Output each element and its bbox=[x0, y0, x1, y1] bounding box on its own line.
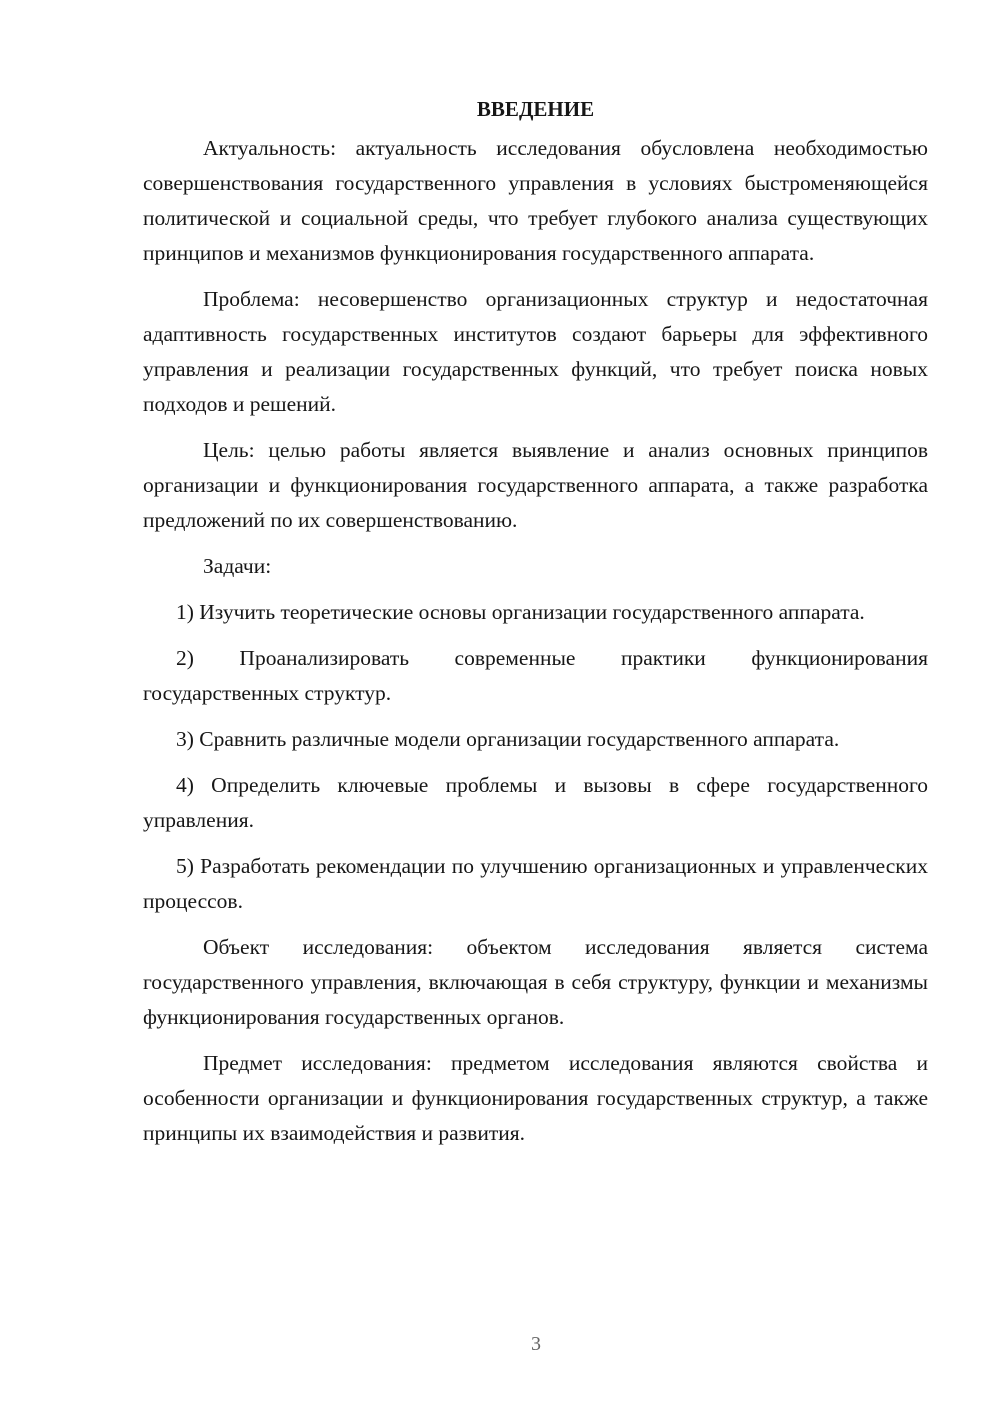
list-item bbox=[143, 641, 928, 711]
subject-paragraph: Предмет исследования: предметом исследования являются свойства и особенности организации и функционирования государственных структур, а также принципы их взаимодействия и развития. bbox=[143, 1051, 928, 1145]
task-item-3: 3) Сравнить различные модели организации государственного аппарата. bbox=[176, 727, 840, 751]
list-item bbox=[143, 595, 928, 630]
problem-paragraph: Проблема: несовершенство организационных структур и недостаточная адаптивность государственных институтов создают барьеры для эффективного управления и реализации государственных функций, что требует поиска новых подходов и решений. bbox=[143, 287, 928, 416]
relevance-paragraph: Актуальность: актуальность исследования обусловлена необходимостью совершенствования государственного управления в условиях быстроменяющейся политической и социальной среды, что требует глубокого анализа существующих принципов и механизмов функционирования государственного аппарата. bbox=[143, 136, 928, 265]
goal-paragraph: Цель: целью работы является выявление и анализ основных принципов организации и функционирования государственного аппарата, а также разработка предложений по их совершенствованию. bbox=[143, 438, 928, 532]
document-page bbox=[143, 92, 928, 1162]
list-item bbox=[143, 849, 928, 919]
task-item-5: 5) Разработать рекомендации по улучшению организационных и управленческих процессов. bbox=[143, 854, 928, 913]
task-item-1: 1) Изучить теоретические основы организации государственного аппарата. bbox=[176, 600, 865, 624]
tasks-list bbox=[143, 595, 928, 919]
page-number: 3 bbox=[531, 1333, 541, 1355]
section-title: ВВЕДЕНИЕ bbox=[476, 97, 595, 121]
tasks-heading: Задачи: bbox=[203, 554, 272, 578]
task-item-4: 4) Определить ключевые проблемы и вызовы в сфере государственного управления. bbox=[143, 773, 928, 832]
task-item-2: 2) Проанализировать современные практики функционирования государственных структур. bbox=[143, 646, 928, 705]
list-item bbox=[143, 722, 928, 757]
list-item bbox=[143, 768, 928, 838]
object-paragraph: Объект исследования: объектом исследования является система государственного управления, включающая в себя структуру, функции и механизмы функционирования государственных органов. bbox=[143, 935, 928, 1029]
